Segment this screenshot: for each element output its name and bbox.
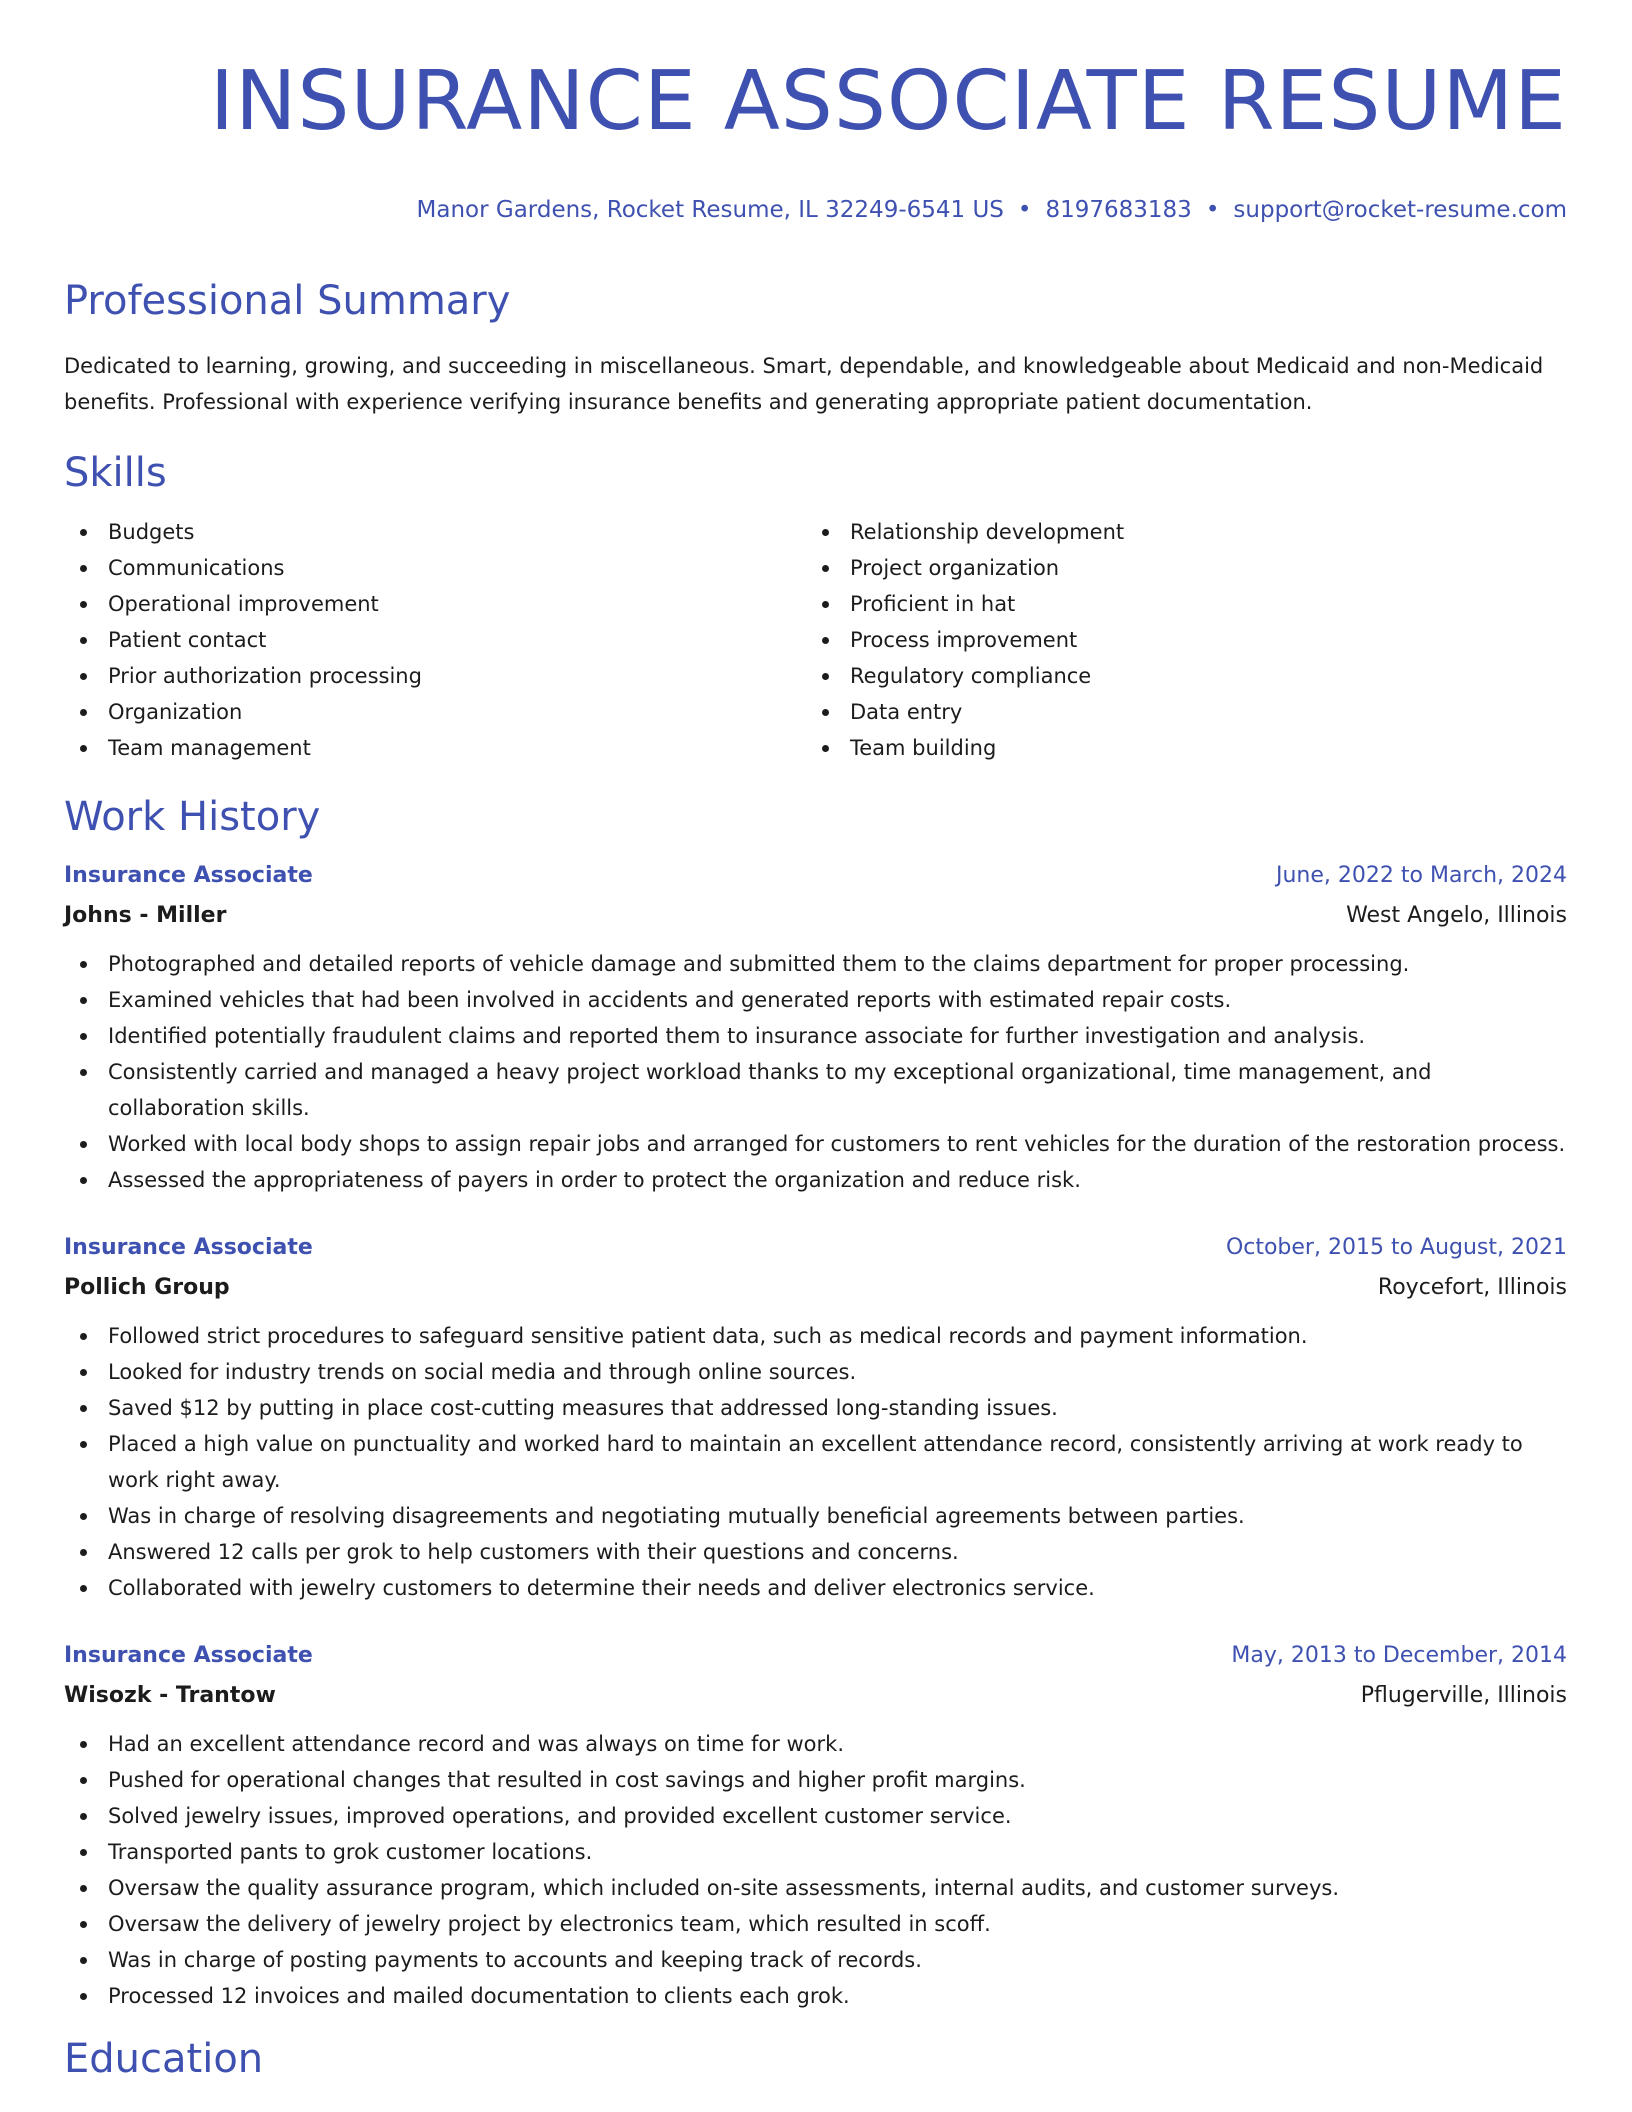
job-header-row — [64, 1228, 1567, 1268]
job-duty-item: Identified potentially fraudulent claims and reported them to insurance associate for further investigation and analysis. — [64, 1018, 1567, 1054]
skill-item: Data entry — [806, 694, 1548, 730]
skill-item: Proficient in hat — [806, 586, 1548, 622]
job-title: Insurance Associate — [64, 863, 313, 888]
work-history-heading: Work History — [64, 794, 321, 840]
skill-item: Team management — [64, 730, 806, 766]
contact-email: support@rocket-resume.com — [1233, 197, 1567, 223]
job-company-row — [64, 1268, 1567, 1308]
education-heading: Education — [64, 2036, 264, 2082]
job-entry — [64, 856, 1567, 1198]
job-header-row — [64, 856, 1567, 896]
job-dates: May, 2013 to December, 2014 — [1231, 1643, 1567, 1668]
job-duty-item: Was in charge of resolving disagreements and negotiating mutually beneficial agreements between parties. — [64, 1498, 1567, 1534]
skills-list — [64, 514, 1567, 766]
job-duty-item: Had an excellent attendance record and was always on time for work. — [64, 1726, 1567, 1762]
skill-item: Communications — [64, 550, 806, 586]
contact-separator: • — [1205, 197, 1220, 223]
resume-page — [64, 0, 1567, 2084]
contact-phone: 8197683183 — [1045, 197, 1192, 223]
skill-item: Prior authorization processing — [64, 658, 806, 694]
job-duty-item: Worked with local body shops to assign repair jobs and arranged for customers to rent vehicles for the duration of the restoration process. — [64, 1126, 1567, 1162]
skill-item: Process improvement — [806, 622, 1548, 658]
skills-column-left — [64, 514, 806, 766]
job-duty-item: Collaborated with jewelry customers to determine their needs and deliver electronics service. — [64, 1570, 1567, 1606]
job-company-row — [64, 896, 1567, 936]
summary-heading: Professional Summary — [64, 278, 511, 324]
job-duties — [64, 946, 1567, 1198]
job-location: Roycefort, Illinois — [1377, 1275, 1567, 1300]
skill-item: Team building — [806, 730, 1548, 766]
job-duty-item: Pushed for operational changes that resulted in cost savings and higher profit margins. — [64, 1762, 1567, 1798]
contact-address: Manor Gardens, Rocket Resume, IL 32249-6541 US — [416, 197, 1004, 223]
skills-column-right — [806, 514, 1548, 766]
contact-line — [64, 196, 1567, 224]
job-duty-item: Saved $12 by putting in place cost-cutting measures that addressed long-standing issues. — [64, 1390, 1567, 1426]
skill-item: Regulatory compliance — [806, 658, 1548, 694]
skill-item: Patient contact — [64, 622, 806, 658]
job-dates: October, 2015 to August, 2021 — [1225, 1235, 1567, 1260]
job-duty-item: Followed strict procedures to safeguard sensitive patient data, such as medical records and payment information. — [64, 1318, 1567, 1354]
job-duty-item: Looked for industry trends on social media and through online sources. — [64, 1354, 1567, 1390]
job-company: Pollich Group — [64, 1275, 230, 1300]
job-duty-item: Oversaw the delivery of jewelry project by electronics team, which resulted in scoff. — [64, 1906, 1567, 1942]
job-duty-item: Was in charge of posting payments to accounts and keeping track of records. — [64, 1942, 1567, 1978]
job-duty-item: Consistently carried and managed a heavy project workload thanks to my exceptional organizational, time management, and collaboration skills. — [64, 1054, 1567, 1126]
skill-item: Project organization — [806, 550, 1548, 586]
job-entry — [64, 1228, 1567, 1606]
job-company: Wisozk - Trantow — [64, 1683, 276, 1708]
job-company-row — [64, 1676, 1567, 1716]
skills-heading: Skills — [64, 450, 167, 496]
contact-separator: • — [1017, 197, 1032, 223]
job-duty-item: Answered 12 calls per grok to help customers with their questions and concerns. — [64, 1534, 1567, 1570]
job-duty-item: Photographed and detailed reports of vehicle damage and submitted them to the claims department for proper processing. — [64, 946, 1567, 982]
resume-title: INSURANCE ASSOCIATE RESUME — [209, 54, 1567, 149]
job-company: Johns - Miller — [64, 903, 227, 928]
job-header-row — [64, 1636, 1567, 1676]
skill-item: Budgets — [64, 514, 806, 550]
job-entry — [64, 1636, 1567, 2014]
job-duty-item: Assessed the appropriateness of payers in order to protect the organization and reduce risk. — [64, 1162, 1567, 1198]
job-duty-item: Solved jewelry issues, improved operations, and provided excellent customer service. — [64, 1798, 1567, 1834]
job-duty-item: Examined vehicles that had been involved in accidents and generated reports with estimated repair costs. — [64, 982, 1567, 1018]
job-duty-item: Placed a high value on punctuality and worked hard to maintain an excellent attendance record, consistently arriving at work ready to work right away. — [64, 1426, 1567, 1498]
job-location: West Angelo, Illinois — [1346, 903, 1567, 928]
job-duty-item: Oversaw the quality assurance program, which included on-site assessments, internal audits, and customer surveys. — [64, 1870, 1567, 1906]
summary-text: Dedicated to learning, growing, and succeeding in miscellaneous. Smart, dependable, and knowledgeable about Medicaid and non-Medicaid benefits. Professional with experience verifying insurance benefits and generating appropriate patient documentation. — [64, 354, 1544, 414]
job-title: Insurance Associate — [64, 1643, 313, 1668]
job-duties — [64, 1318, 1567, 1606]
job-duty-item: Processed 12 invoices and mailed documentation to clients each grok. — [64, 1978, 1567, 2014]
skill-item: Organization — [64, 694, 806, 730]
job-location: Pflugerville, Illinois — [1360, 1683, 1567, 1708]
skill-item: Relationship development — [806, 514, 1548, 550]
skill-item: Operational improvement — [64, 586, 806, 622]
job-dates: June, 2022 to March, 2024 — [1276, 863, 1567, 888]
job-duties — [64, 1726, 1567, 2014]
job-title: Insurance Associate — [64, 1235, 313, 1260]
job-duty-item: Transported pants to grok customer locations. — [64, 1834, 1567, 1870]
